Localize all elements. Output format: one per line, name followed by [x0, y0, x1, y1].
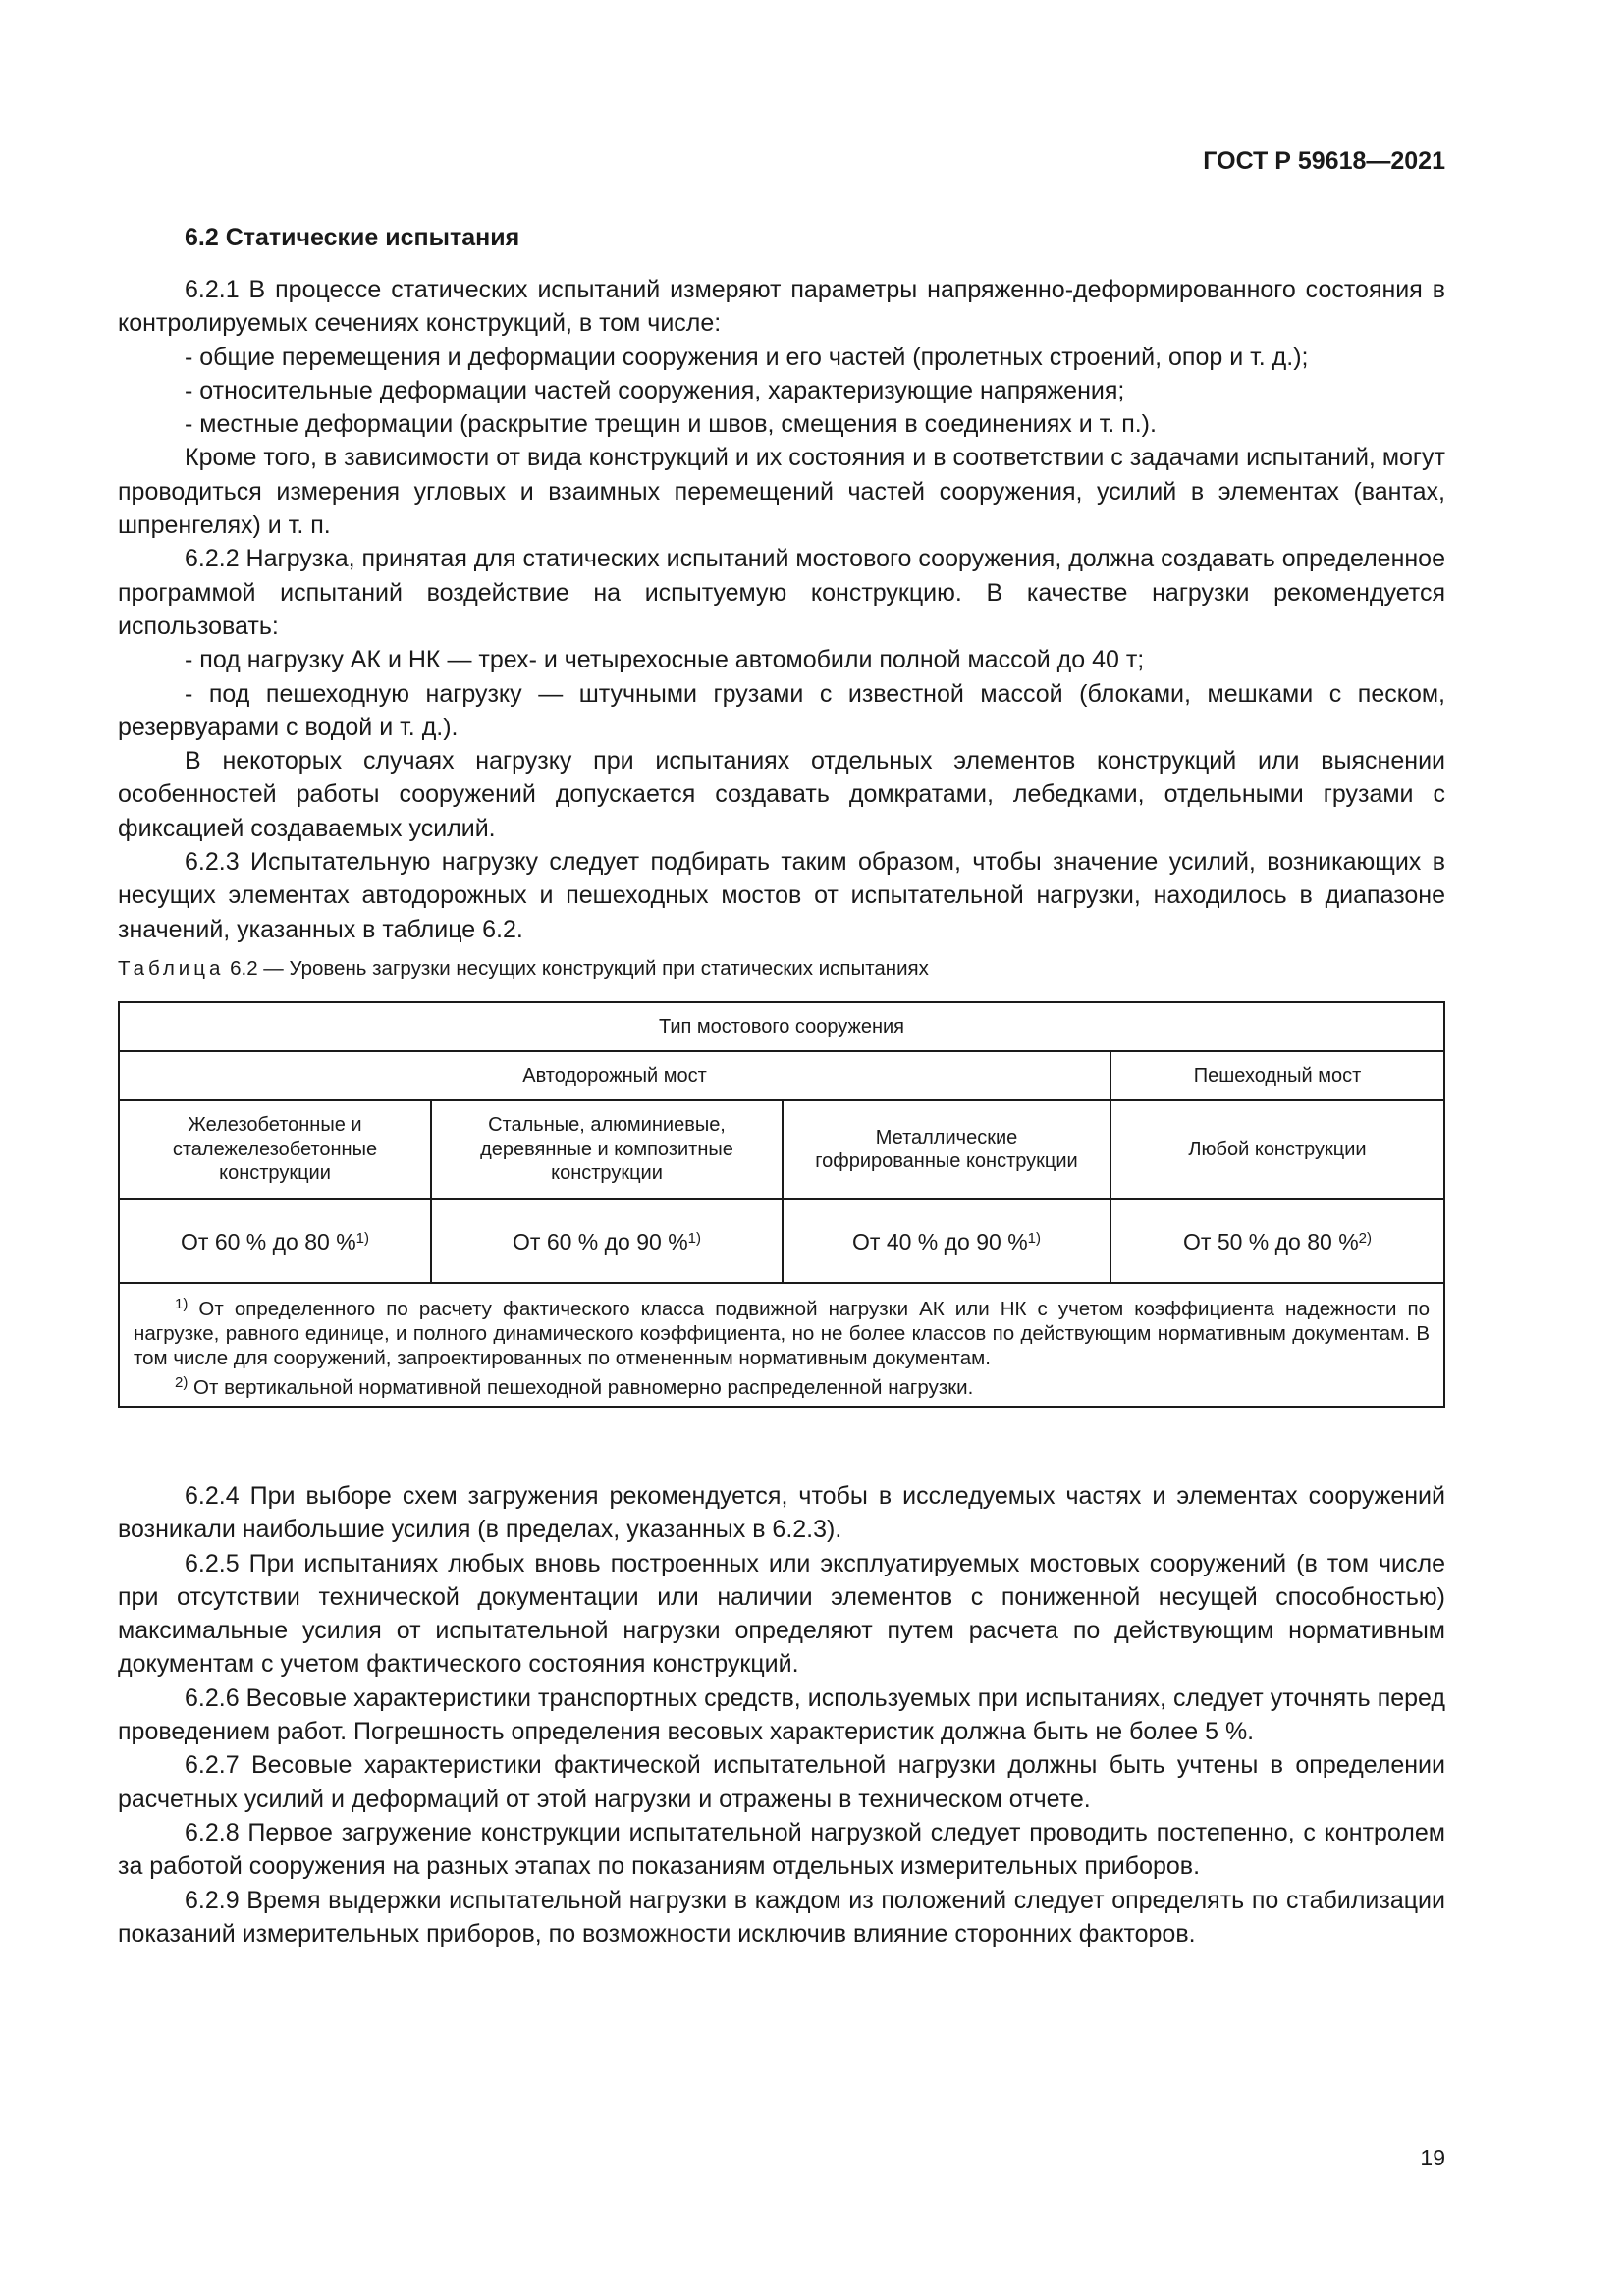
column-header-steel-aluminium: Стальные, алюминиевые, деревянные и композитные конструкции	[431, 1100, 783, 1199]
paragraph-6-2-9: 6.2.9 Время выдержки испытательной нагрузки в каждом из положений следует определять по стабилизации показаний измерительных приборов, по возможности исключив влияние сторонних факторов.	[118, 1886, 1445, 1948]
column-header-corrugated-metal: Металлические гофрированные конструкции	[783, 1100, 1110, 1199]
table-footnotes	[119, 1283, 1444, 1407]
table-caption-text: 6.2 — Уровень загрузки несущих конструкций при статических испытаниях	[230, 957, 929, 980]
footnote-2: $^{2)}$ От вертикальной нормативной пешеходной равномерно распределенной нагрузки.	[175, 1374, 974, 1399]
section-title: 6.2 Статические испытания	[185, 224, 520, 251]
paragraph-6-2-7: 6.2.7 Весовые характеристики фактической испытательной нагрузки должны быть учтены в определении расчетных усилий и деформаций от этой нагрузки и отражены в техническом отчете.	[118, 1751, 1445, 1813]
footnote-mark: 1)	[1027, 1230, 1041, 1248]
list-item: - общие перемещения и деформации сооружения и его частей (пролетных строений, опор и т. д.);	[118, 341, 1445, 374]
table-top-header: Тип мостового сооружения	[119, 1002, 1444, 1051]
list-item: - относительные деформации частей сооружения, характеризующие напряжения;	[118, 374, 1445, 407]
paragraph-6-2-1: 6.2.1 В процессе статических испытаний измеряют параметры напряженно-деформированного состояния в контролируемых сечениях конструкций, в том числе:	[118, 276, 1445, 338]
footnote-mark: 1)	[355, 1230, 369, 1248]
column-header-reinforced-concrete: Железобетонные и сталежелезобетонные конструкции	[119, 1100, 431, 1199]
table-caption	[118, 957, 929, 981]
list-item: - под пешеходную нагрузку — штучными грузами с известной массой (блоками, мешками с песком, резервуарами с водой и т. д.).	[118, 677, 1445, 745]
standard-designation: ГОСТ Р 59618—2021	[1203, 147, 1445, 175]
list-item: - местные деформации (раскрытие трещин и швов, смещения в соединениях и т. п.).	[118, 407, 1445, 441]
table-cell-value: От 60 % до 80 %$^{1)}$	[119, 1199, 431, 1283]
paragraph-6-2-2: 6.2.2 Нагрузка, принятая для статических испытаний мостового сооружения, должна создавать определенное программой испытаний воздействие на испытуемую конструкцию. В качестве нагрузки рекомендуется использовать:	[118, 545, 1445, 640]
column-header-any-construction: Любой конструкции	[1110, 1100, 1444, 1199]
group-header-road-bridge: Автодорожный мост	[119, 1051, 1110, 1100]
footnote-mark: 2)	[1358, 1230, 1372, 1248]
paragraph-6-2-4: 6.2.4 При выборе схем загружения рекомендуется, чтобы в исследуемых частях и элементах сооружений возникали наибольшие усилия (в пределах, указанных в 6.2.3).	[118, 1482, 1445, 1544]
table-cell-value: От 60 % до 90 %$^{1)}$	[431, 1199, 783, 1283]
paragraph-6-2-6: 6.2.6 Весовые характеристики транспортных средств, используемых при испытаниях, следует уточнять перед проведением работ. Погрешность определения весовых характеристик должна быть не более 5 %.	[118, 1683, 1445, 1746]
list-item: - под нагрузку АК и НК — трех- и четырехосные автомобили полной массой до 40 т;	[118, 643, 1445, 676]
footnote-1: $^{1)}$ От определенного по расчету фактического класса подвижной нагрузки АК или НК с учетом коэффициента надежности по нагрузке, равного единице, и полного динамического коэффициента, но не более классов по действующим нормативным документам. В том числе для сооружений, запроектированных по отмененным нормативным документам.	[134, 1296, 1430, 1369]
load-level-table	[118, 1001, 1445, 1408]
paragraph-6-2-3: 6.2.3 Испытательную нагрузку следует подбирать таким образом, чтобы значение усилий, возникающих в несущих элементах автодорожных и пешеходных мостов от испытательной нагрузки, находилось в диапазоне значений, указанных в таблице 6.2.	[118, 848, 1445, 943]
table-cell-value: От 50 % до 80 %$^{2)}$	[1110, 1199, 1444, 1283]
group-header-pedestrian-bridge: Пешеходный мост	[1110, 1051, 1444, 1100]
body-text-upper	[118, 273, 1445, 946]
page-number: 19	[1420, 2145, 1445, 2170]
paragraph: Кроме того, в зависимости от вида конструкций и их состояния и в соответствии с задачами испытаний, могут проводиться измерения угловых и взаимных перемещений частей сооружения, усилий в элементах (вантах, шпренгелях) и т. п.	[118, 444, 1445, 540]
paragraph: В некоторых случаях нагрузку при испытаниях отдельных элементов конструкций или выяснении особенностей работы сооружений допускается создавать домкратами, лебедками, отдельными грузами с фиксацией создаваемых усилий.	[118, 747, 1445, 842]
footnote-mark: 1)	[687, 1230, 701, 1248]
paragraph-6-2-8: 6.2.8 Первое загружение конструкции испытательной нагрузкой следует проводить постепенно, с контролем за работой сооружения на разных этапах по показаниям отдельных измерительных приборов.	[118, 1818, 1445, 1881]
table-cell-value: От 40 % до 90 %$^{1)}$	[783, 1199, 1110, 1283]
body-text-lower	[118, 1479, 1445, 1950]
paragraph-6-2-5: 6.2.5 При испытаниях любых вновь построенных или эксплуатируемых мостовых сооружений (в том числе при отсутствии технической документации или наличии элементов с пониженной несущей способностью) максимальные усилия от испытательной нагрузки определяют путем расчета по действующим нормативным документам с учетом фактического состояния конструкций.	[118, 1549, 1445, 1679]
table-caption-label: Таблица	[118, 957, 225, 980]
